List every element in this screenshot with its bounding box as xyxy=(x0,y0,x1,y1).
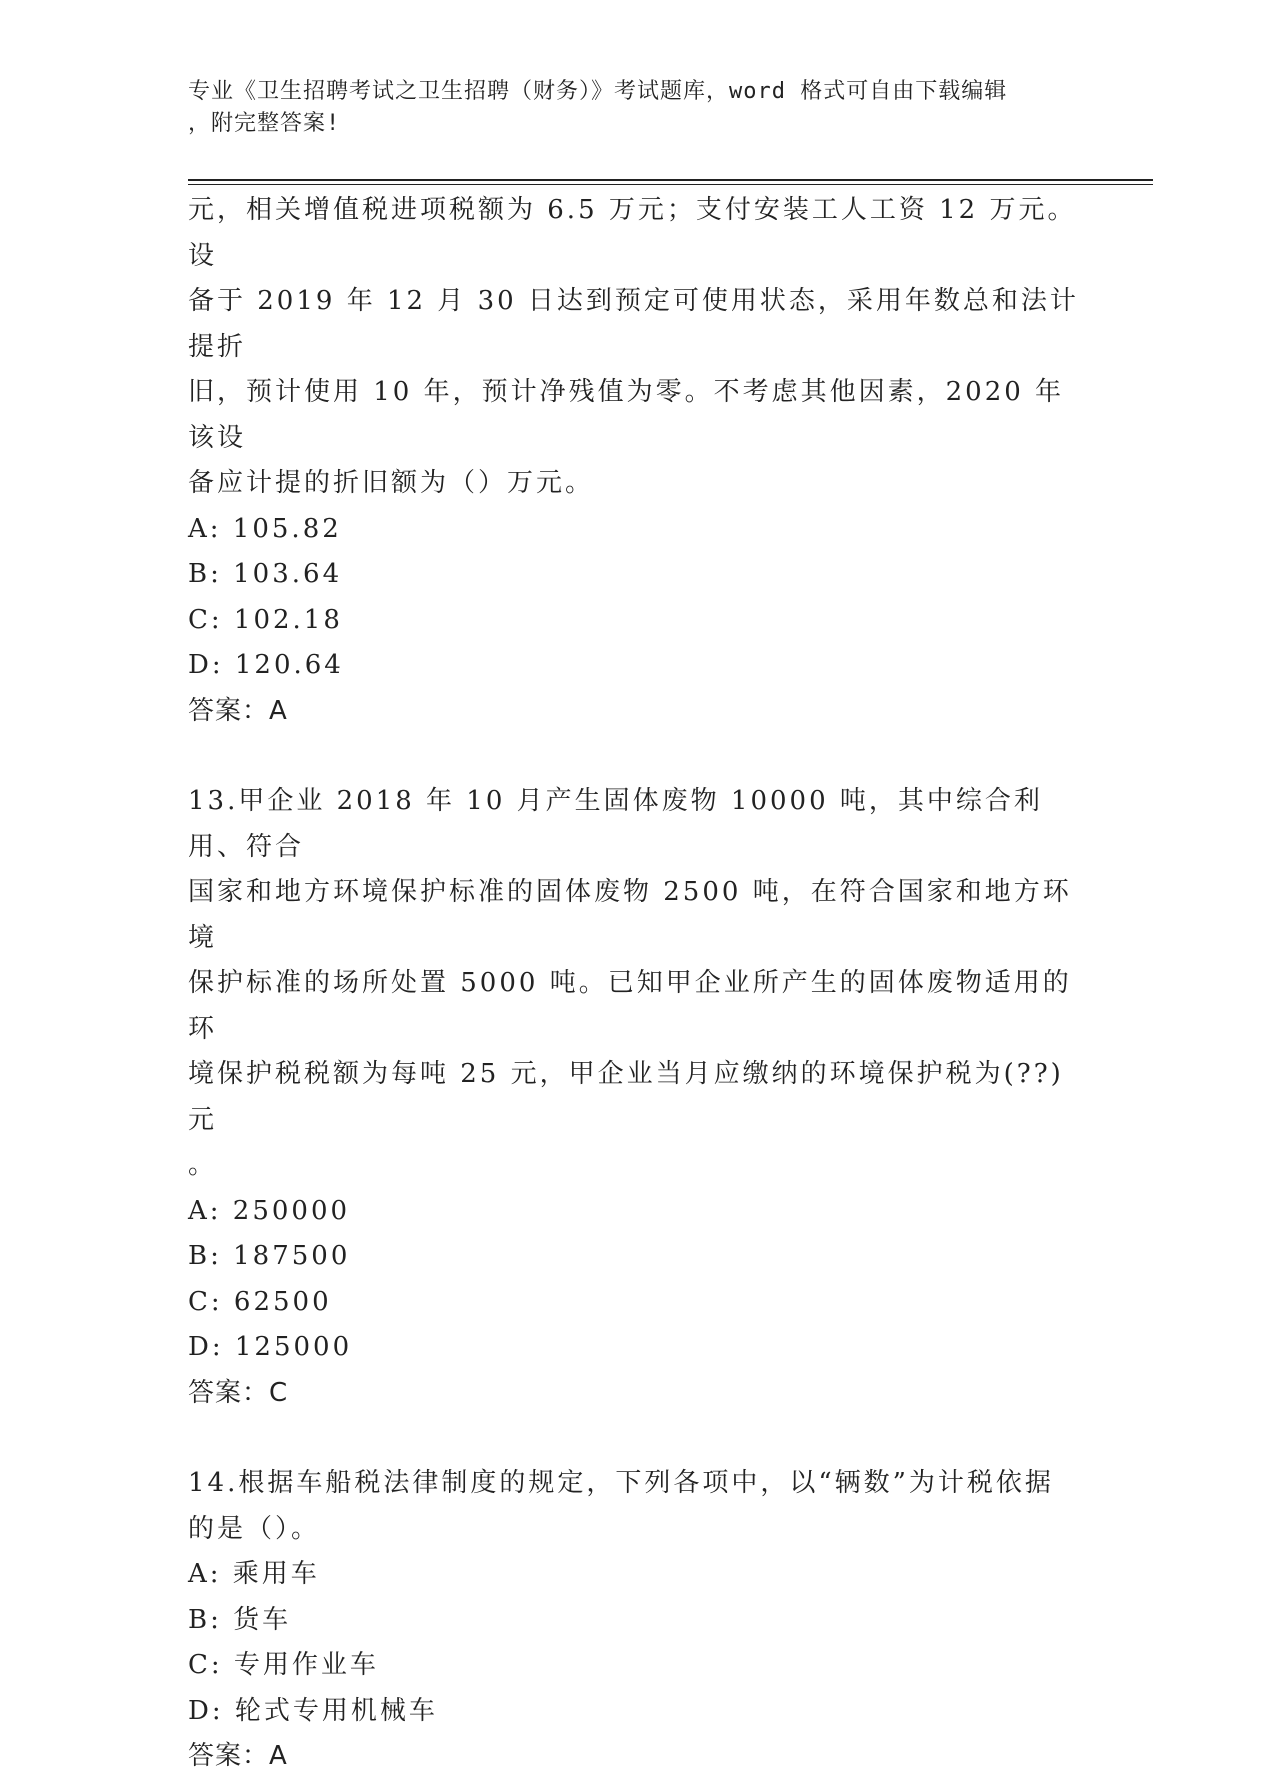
answer-label: 答案：C xyxy=(188,1377,289,1408)
header-line-2: ，附完整答案! xyxy=(188,111,341,136)
option-b: B: 103.64 xyxy=(188,559,343,589)
option-d: D: 120.64 xyxy=(188,650,344,680)
question-content xyxy=(188,188,1088,1780)
question-text-line: 14.根据车船税法律制度的规定，下列各项中，以“辆数”为计税依据 xyxy=(188,1468,1054,1498)
option-d: D: 125000 xyxy=(188,1332,353,1362)
question-text-line: 保护标准的场所处置 5000 吨。已知甲企业所产生的固体废物适用的环 xyxy=(188,968,1072,1044)
option-d: D: 轮式专用机械车 xyxy=(188,1695,438,1726)
header-divider-thin xyxy=(188,184,1153,185)
header-divider-thick xyxy=(188,179,1153,181)
question-14 xyxy=(188,1461,1088,1780)
question-13 xyxy=(188,779,1088,1416)
question-text-line: 的是（）。 xyxy=(188,1513,321,1544)
question-text-line: 元，相关增值税进项税额为 6.5 万元；支付安装工人工资 12 万元。设 xyxy=(188,195,1077,271)
document-header xyxy=(188,76,1088,140)
question-12 xyxy=(188,188,1088,734)
header-line-1: 专业《卫生招聘考试之卫生招聘（财务）》考试题库，word 格式可自由下载编辑 xyxy=(188,79,1008,104)
question-text-line: 备于 2019 年 12 月 30 日达到预定可使用状态，采用年数总和法计提折 xyxy=(188,286,1079,362)
option-c: C: 专用作业车 xyxy=(188,1650,379,1680)
question-text-line: 。 xyxy=(188,1150,218,1180)
option-c: C: 102.18 xyxy=(188,604,343,635)
option-a: A: 乘用车 xyxy=(188,1559,320,1589)
question-text-line: 国家和地方环境保护标准的固体废物 2500 吨，在符合国家和地方环境 xyxy=(188,877,1072,953)
option-b: B: 187500 xyxy=(188,1241,351,1271)
answer-label: 答案：A xyxy=(188,1741,288,1771)
option-c: C: 62500 xyxy=(188,1286,332,1317)
option-a: A: 250000 xyxy=(188,1195,351,1226)
option-b: B: 货车 xyxy=(188,1604,292,1635)
question-text-line: 旧，预计使用 10 年，预计净残值为零。不考虑其他因素，2020 年该设 xyxy=(188,377,1065,453)
question-text-line: 境保护税税额为每吨 25 元，甲企业当月应缴纳的环境保护税为(??)元 xyxy=(188,1059,1064,1135)
question-text-line: 13.甲企业 2018 年 10 月产生固体废物 10000 吨，其中综合利用、符合 xyxy=(188,786,1043,862)
answer-label: 答案：A xyxy=(188,695,288,726)
question-text-line: 备应计提的折旧额为（）万元。 xyxy=(188,468,595,498)
option-a: A: 105.82 xyxy=(188,513,342,544)
